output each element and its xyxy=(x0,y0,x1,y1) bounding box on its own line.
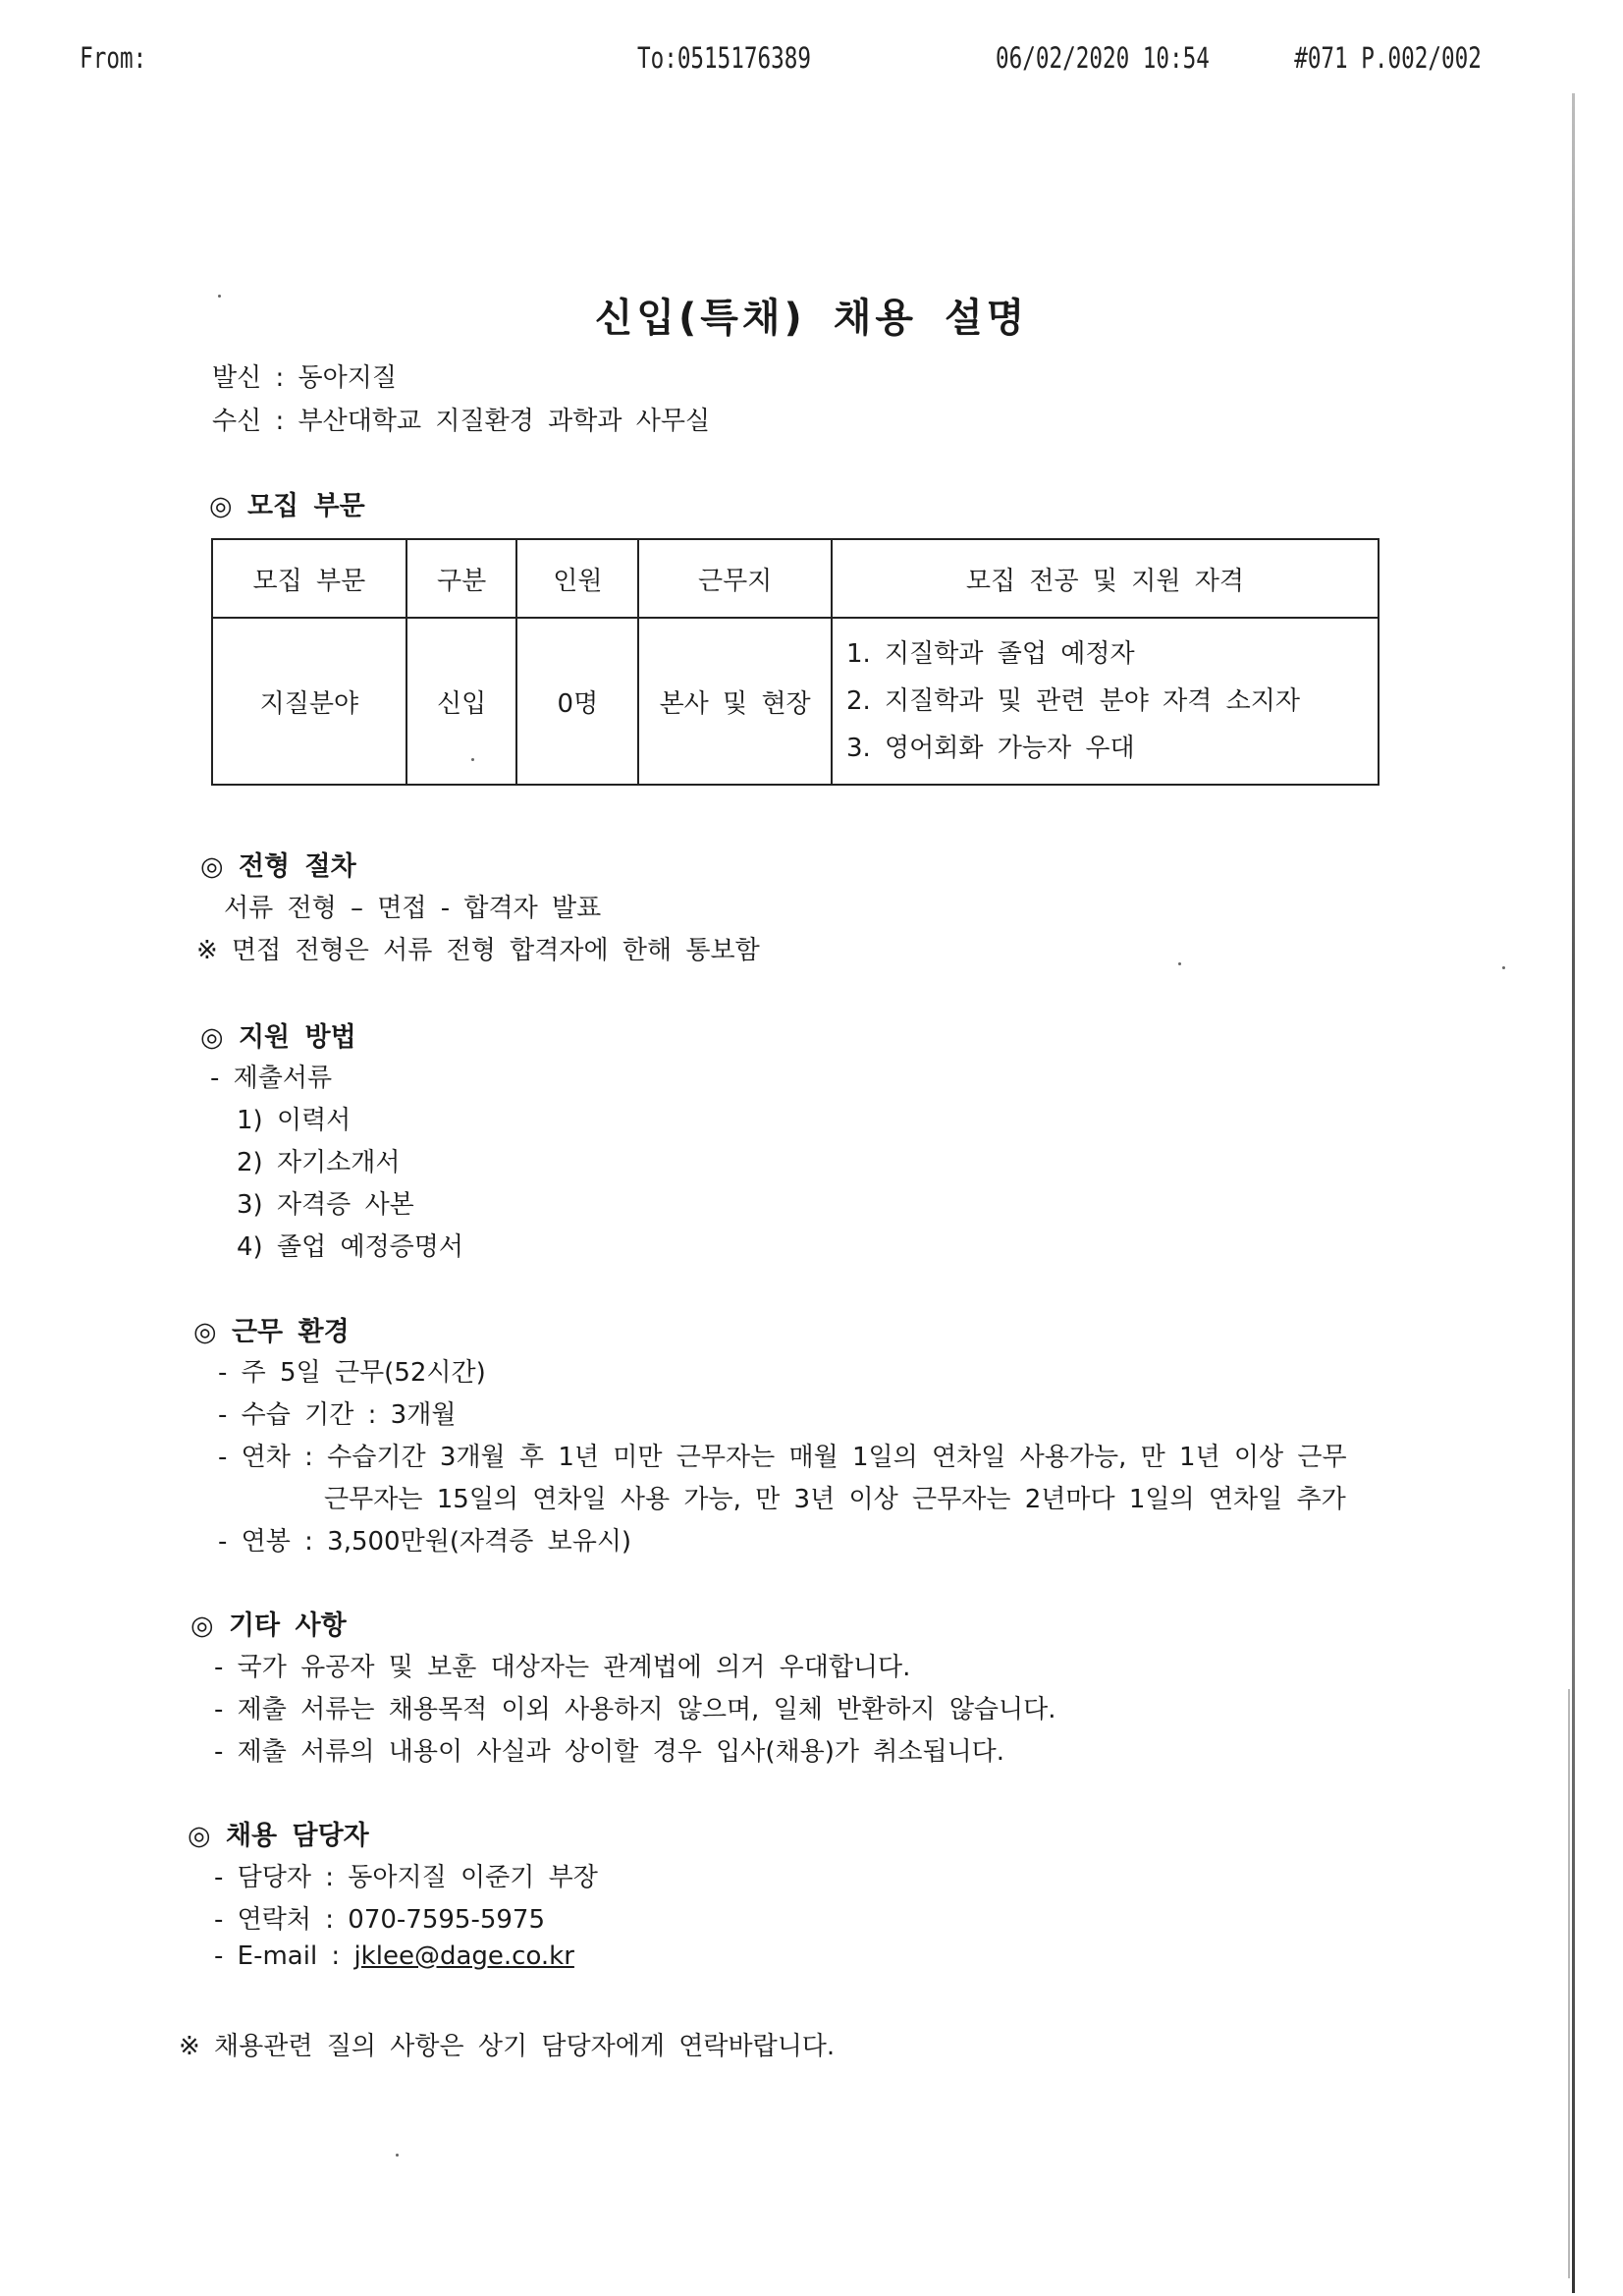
work-leave-line-1: - 연차 : 수습기간 3개월 후 1년 미만 근무자는 매월 1일의 연차일 사용가능, 만 1년 이상 근무 xyxy=(218,1443,1347,1472)
fax-datetime: 06/02/2020 10:54 xyxy=(995,41,1210,75)
type-cell: 신입 xyxy=(406,618,517,785)
doc-item: 2) 자기소개서 xyxy=(237,1148,401,1177)
apply-heading: ◎ 지원 방법 xyxy=(200,1022,356,1053)
etc-item: - 국가 유공자 및 보훈 대상자는 관계법에 의거 우대합니다. xyxy=(214,1653,911,1682)
work-probation: - 수습 기간 : 3개월 xyxy=(218,1400,457,1430)
contact-phone: - 연락처 : 070-7595-5975 xyxy=(214,1905,546,1935)
closing-note: ※ 채용관련 질의 사항은 상기 담당자에게 연락바랍니다. xyxy=(179,2032,836,2061)
field-cell: 지질분야 xyxy=(212,618,406,785)
etc-item: - 제출 서류의 내용이 사실과 상이할 경우 입사(채용)가 취소됩니다. xyxy=(214,1737,1005,1767)
process-steps: 서류 전형 – 면접 - 합격자 발표 xyxy=(224,894,602,923)
sender-line: 발신 : 동아지질 xyxy=(212,363,397,393)
work-salary: - 연봉 : 3,500만원(자격증 보유시) xyxy=(218,1527,632,1557)
work-leave-line-2: 근무자는 15일의 연차일 사용 가능, 만 3년 이상 근무자는 2년마다 1일의 연차일 추가 xyxy=(324,1485,1346,1514)
etc-heading: ◎ 기타 사항 xyxy=(190,1611,347,1641)
scan-speck xyxy=(1502,966,1505,969)
fax-to-number: To:0515176389 xyxy=(636,41,812,75)
work-hours: - 주 5일 근무(52시간) xyxy=(218,1358,486,1388)
document-title: 신입(특채) 채용 설명 xyxy=(594,296,1029,341)
work-heading: ◎ 근무 환경 xyxy=(193,1317,350,1347)
recipient-line: 수신 : 부산대학교 지질환경 과학과 사무실 xyxy=(212,407,711,436)
scan-speck xyxy=(396,2154,399,2157)
qualification-item: 2. 지질학과 및 관련 분야 자격 소지자 xyxy=(845,686,1300,716)
qualification-item: 1. 지질학과 졸업 예정자 xyxy=(845,639,1135,669)
scan-speck xyxy=(471,758,474,761)
scan-speck xyxy=(1178,962,1181,965)
column-header: 인원 xyxy=(516,539,638,618)
count-cell: 0명 xyxy=(516,618,638,785)
email-label: - E-mail : xyxy=(214,1941,354,1971)
contact-heading: ◎ 채용 담당자 xyxy=(188,1821,369,1851)
qualification-item: 3. 영어회화 가능자 우대 xyxy=(845,734,1135,763)
scan-edge-shadow xyxy=(1568,1689,1570,2278)
email-link[interactable]: jklee@dage.co.kr xyxy=(353,1941,574,1971)
docs-label: - 제출서류 xyxy=(210,1064,333,1093)
location-cell: 본사 및 현장 xyxy=(638,618,832,785)
scan-edge-line xyxy=(1572,93,1575,2293)
doc-item: 4) 졸업 예정증명서 xyxy=(237,1232,464,1262)
fax-page-number: #071 P.002/002 xyxy=(1294,41,1482,75)
column-header: 모집 전공 및 지원 자격 xyxy=(832,539,1379,618)
contact-manager: - 담당자 : 동아지질 이준기 부장 xyxy=(214,1863,598,1892)
contact-email-line xyxy=(214,1941,574,1971)
column-header: 근무지 xyxy=(638,539,832,618)
process-note: ※ 면접 전형은 서류 전형 합격자에 한해 통보함 xyxy=(196,936,760,965)
recruit-heading: ◎ 모집 부문 xyxy=(209,491,365,521)
process-heading: ◎ 전형 절차 xyxy=(200,851,356,882)
table-header-row xyxy=(212,539,1379,618)
fax-header xyxy=(0,41,1482,81)
column-header: 구분 xyxy=(406,539,517,618)
fax-from: From: xyxy=(80,41,147,75)
table-row xyxy=(212,618,1379,785)
qualifications-cell xyxy=(832,618,1379,785)
etc-item: - 제출 서류는 채용목적 이외 사용하지 않으며, 일체 반환하지 않습니다. xyxy=(214,1695,1056,1724)
doc-item: 3) 자격증 사본 xyxy=(237,1190,414,1220)
doc-item: 1) 이력서 xyxy=(237,1106,352,1135)
column-header: 모집 부문 xyxy=(212,539,406,618)
recruit-table xyxy=(211,538,1380,786)
scan-speck xyxy=(218,295,221,298)
